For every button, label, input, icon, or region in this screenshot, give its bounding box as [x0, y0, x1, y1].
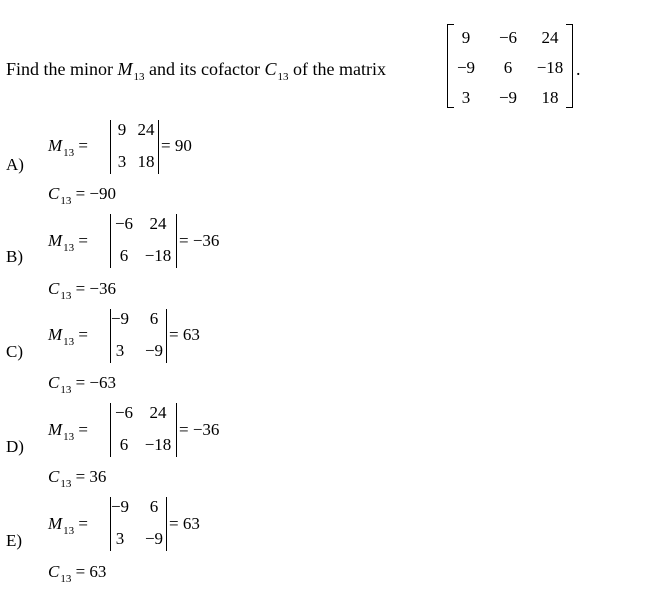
det-cell: 3	[115, 341, 125, 360]
minor-label: $M_{13}$ =	[48, 136, 89, 159]
minor-subscript: 13	[133, 71, 145, 83]
minor-value: = −36	[179, 231, 220, 250]
matrix-cell: 18	[541, 88, 559, 107]
question-text	[6, 59, 386, 83]
cofactor-line: $C_{13} = -36$	[48, 279, 117, 302]
cofactor-line: $C_{13} = -63$	[48, 373, 117, 396]
det-right-bar	[176, 403, 177, 457]
minor-label: $M_{13}$ =	[48, 325, 89, 348]
det-cell: −18	[144, 435, 172, 454]
cofactor-line: $C_{13} = -90$	[48, 184, 117, 207]
option-letter: D)	[6, 437, 24, 456]
cofactor-line: $C_{13} = 36$	[48, 467, 107, 490]
det-cell: 9	[117, 120, 127, 139]
det-cell: 18	[137, 152, 155, 171]
det-cell: 6	[119, 246, 129, 265]
matrix-cell: −9	[456, 58, 476, 77]
det-cell: 24	[149, 214, 167, 233]
det-cell: −18	[144, 246, 172, 265]
det-cell: −9	[110, 497, 130, 516]
matrix-cell: 3	[461, 88, 471, 107]
minor-value: = −36	[179, 420, 220, 439]
question-prefix: Find the minor	[6, 59, 113, 79]
matrix-cell: −18	[536, 58, 564, 77]
option-letter: C)	[6, 342, 23, 361]
option-letter: E)	[6, 531, 23, 550]
det-cell: 6	[149, 309, 159, 328]
det-cell: 24	[137, 120, 155, 139]
matrix-cell: 24	[541, 28, 559, 47]
det-right-bar	[158, 120, 159, 174]
minor-label: $M_{13}$ =	[48, 514, 89, 537]
det-cell: 3	[117, 152, 127, 171]
det-right-bar	[166, 497, 167, 551]
matrix-cell: −6	[498, 28, 518, 47]
option-letter: B)	[6, 247, 23, 266]
minor-value: = 90	[161, 136, 192, 155]
minor-label: $M_{13}$ =	[48, 231, 89, 254]
det-cell: 6	[119, 435, 129, 454]
minor-label: $M_{13}$ =	[48, 420, 89, 443]
matrix-cell: −9	[498, 88, 518, 107]
minor-value: = 63	[169, 514, 200, 533]
minor-value: = 63	[169, 325, 200, 344]
det-right-bar	[176, 214, 177, 268]
det-cell: 24	[149, 403, 167, 422]
matrix-right-bracket	[566, 24, 573, 108]
det-right-bar	[166, 309, 167, 363]
question-mid: and its cofactor	[149, 59, 260, 79]
minor-symbol: M	[117, 59, 133, 79]
det-cell: −6	[114, 214, 134, 233]
cofactor-subscript: 13	[277, 71, 289, 83]
cofactor-symbol: C	[264, 59, 277, 79]
det-cell: 3	[115, 529, 125, 548]
det-cell: −9	[144, 341, 164, 360]
option-letter: A)	[6, 155, 24, 174]
question-suffix: of the matrix	[292, 59, 386, 79]
det-cell: 6	[149, 497, 159, 516]
cofactor-line: $C_{13} = 63$	[48, 562, 107, 585]
matrix-cell: 9	[461, 28, 471, 47]
det-cell: −9	[110, 309, 130, 328]
question-period: .	[576, 59, 581, 79]
matrix-cell: 6	[503, 58, 513, 77]
det-cell: −9	[144, 529, 164, 548]
det-cell: −6	[114, 403, 134, 422]
